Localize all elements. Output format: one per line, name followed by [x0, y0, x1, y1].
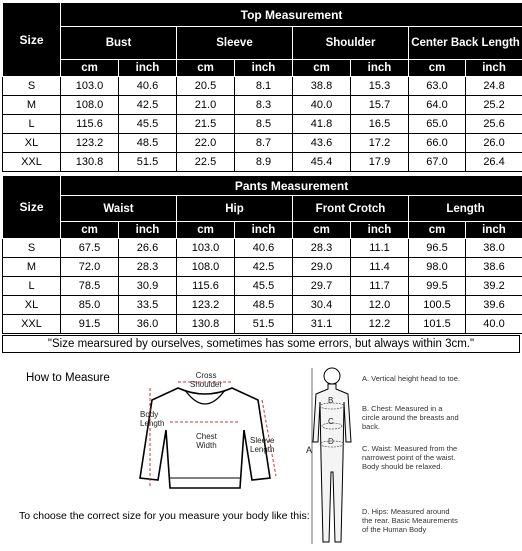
value-cell: 40.0 [293, 96, 351, 115]
value-cell: 16.5 [351, 115, 409, 134]
table-row [3, 96, 522, 115]
unit-header: cm [409, 60, 466, 77]
column-header: Center Back Length [409, 27, 522, 60]
size-cell: XXL [3, 153, 61, 172]
value-cell: 130.8 [177, 315, 235, 334]
unit-header: inch [351, 222, 409, 239]
value-cell: 36.0 [119, 315, 177, 334]
value-cell: 42.5 [235, 258, 293, 277]
value-cell: 17.2 [351, 134, 409, 153]
body-length-label: Body Length [140, 410, 165, 428]
value-cell: 25.6 [466, 115, 522, 134]
table-row [3, 258, 522, 277]
value-cell: 65.0 [409, 115, 466, 134]
value-cell: 45.5 [235, 277, 293, 296]
value-cell: 99.5 [409, 277, 466, 296]
value-cell: 40.0 [466, 315, 522, 334]
figure-letter-a: A [306, 445, 313, 455]
figure-letter-d: D [328, 437, 334, 446]
table-row [3, 153, 522, 172]
legend-item-d: D. Hips: Measured around the rear. Basic Meaurements of the Human Body [362, 507, 458, 534]
value-cell: 38.8 [293, 77, 351, 96]
table-title: Top Measurement [61, 3, 522, 27]
value-cell: 39.2 [466, 277, 522, 296]
unit-header: cm [177, 60, 235, 77]
table-row [3, 134, 522, 153]
value-cell: 66.0 [409, 134, 466, 153]
value-cell: 115.6 [177, 277, 235, 296]
column-header: Length [409, 196, 522, 222]
value-cell: 26.6 [119, 239, 177, 258]
value-cell: 22.0 [177, 134, 235, 153]
unit-header: inch [235, 222, 293, 239]
how-to-measure-title: How to Measure [26, 372, 110, 384]
legend-item-c: C. Waist: Measured from the narrowest point of the waist. Body should be relaxed. [362, 444, 458, 471]
value-cell: 22.5 [177, 153, 235, 172]
column-header: Shoulder [293, 27, 409, 60]
value-cell: 41.8 [293, 115, 351, 134]
value-cell: 64.0 [409, 96, 466, 115]
size-cell: S [3, 77, 61, 96]
value-cell: 115.6 [61, 115, 119, 134]
value-cell: 11.7 [351, 277, 409, 296]
value-cell: 45.4 [293, 153, 351, 172]
value-cell: 11.4 [351, 258, 409, 277]
value-cell: 26.4 [466, 153, 522, 172]
value-cell: 123.2 [61, 134, 119, 153]
figure-letter-b: B [328, 396, 334, 405]
value-cell: 123.2 [177, 296, 235, 315]
value-cell: 21.0 [177, 96, 235, 115]
size-header: Size [3, 3, 61, 77]
value-cell: 33.5 [119, 296, 177, 315]
value-cell: 101.5 [409, 315, 466, 334]
value-cell: 24.8 [466, 77, 522, 96]
size-cell: M [3, 96, 61, 115]
sleeve-length-label: Sleeve Length [250, 436, 275, 454]
value-cell: 51.5 [235, 315, 293, 334]
value-cell: 51.5 [119, 153, 177, 172]
value-cell: 29.7 [293, 277, 351, 296]
unit-header: cm [293, 60, 351, 77]
unit-header: cm [61, 222, 119, 239]
unit-header: inch [351, 60, 409, 77]
garment-diagram [0, 360, 300, 510]
value-cell: 63.0 [409, 77, 466, 96]
size-cell: L [3, 277, 61, 296]
size-cell: XXL [3, 315, 61, 334]
value-cell: 28.3 [293, 239, 351, 258]
value-cell: 108.0 [61, 96, 119, 115]
size-cell: XL [3, 134, 61, 153]
value-cell: 38.6 [466, 258, 522, 277]
column-header: Bust [61, 27, 177, 60]
unit-header: inch [119, 222, 177, 239]
table-row [3, 315, 522, 334]
table-row [3, 239, 522, 258]
value-cell: 103.0 [177, 239, 235, 258]
legend-item-a: A. Vertical height head to toe. [362, 374, 460, 383]
table-row [3, 277, 522, 296]
column-header: Front Crotch [293, 196, 409, 222]
unit-header: inch [466, 60, 522, 77]
value-cell: 30.4 [293, 296, 351, 315]
figure-letter-c: C [328, 417, 334, 426]
value-cell: 72.0 [61, 258, 119, 277]
value-cell: 98.0 [409, 258, 466, 277]
unit-header: inch [119, 60, 177, 77]
value-cell: 43.6 [293, 134, 351, 153]
unit-header: inch [235, 60, 293, 77]
value-cell: 8.9 [235, 153, 293, 172]
value-cell: 39.6 [466, 296, 522, 315]
value-cell: 25.2 [466, 96, 522, 115]
column-header: Hip [177, 196, 293, 222]
value-cell: 26.0 [466, 134, 522, 153]
value-cell: 45.5 [119, 115, 177, 134]
unit-header: cm [293, 222, 351, 239]
unit-header: inch [466, 222, 522, 239]
value-cell: 40.6 [119, 77, 177, 96]
table-row [3, 296, 522, 315]
size-cell: XL [3, 296, 61, 315]
value-cell: 8.3 [235, 96, 293, 115]
value-cell: 103.0 [61, 77, 119, 96]
choose-size-instruction: To choose the correct size for you measure your body like this: [19, 510, 310, 522]
table-row [3, 115, 522, 134]
size-cell: L [3, 115, 61, 134]
value-cell: 91.5 [61, 315, 119, 334]
size-cell: S [3, 239, 61, 258]
value-cell: 20.5 [177, 77, 235, 96]
value-cell: 48.5 [235, 296, 293, 315]
value-cell: 12.0 [351, 296, 409, 315]
value-cell: 67.0 [409, 153, 466, 172]
value-cell: 108.0 [177, 258, 235, 277]
value-cell: 40.6 [235, 239, 293, 258]
value-cell: 130.8 [61, 153, 119, 172]
value-cell: 67.5 [61, 239, 119, 258]
value-cell: 11.1 [351, 239, 409, 258]
value-cell: 8.5 [235, 115, 293, 134]
table-title: Pants Measurement [61, 176, 522, 196]
value-cell: 15.7 [351, 96, 409, 115]
size-cell: M [3, 258, 61, 277]
value-cell: 29.0 [293, 258, 351, 277]
unit-header: cm [61, 60, 119, 77]
value-cell: 8.1 [235, 77, 293, 96]
body-figure [300, 362, 360, 550]
value-cell: 17.9 [351, 153, 409, 172]
value-cell: 48.5 [119, 134, 177, 153]
value-cell: 28.3 [119, 258, 177, 277]
value-cell: 100.5 [409, 296, 466, 315]
value-cell: 96.5 [409, 239, 466, 258]
pants-measurement-table [2, 175, 522, 334]
value-cell: 8.7 [235, 134, 293, 153]
unit-header: cm [177, 222, 235, 239]
measurement-note: "Size mearsured by ourselves, sometimes has some errors, but always within 3cm." [2, 335, 520, 353]
unit-header: cm [409, 222, 466, 239]
top-measurement-table [2, 2, 522, 172]
chest-width-label: Chest Width [196, 432, 217, 450]
legend-item-b: B. Chest: Measured in a circle around the breasts and back. [362, 404, 459, 431]
cross-shoulder-label: Cross Shoulder [190, 371, 223, 389]
column-header: Sleeve [177, 27, 293, 60]
table-row [3, 77, 522, 96]
value-cell: 30.9 [119, 277, 177, 296]
value-cell: 38.0 [466, 239, 522, 258]
size-header: Size [3, 176, 61, 239]
value-cell: 42.5 [119, 96, 177, 115]
value-cell: 31.1 [293, 315, 351, 334]
value-cell: 12.2 [351, 315, 409, 334]
value-cell: 15.3 [351, 77, 409, 96]
value-cell: 85.0 [61, 296, 119, 315]
value-cell: 78.5 [61, 277, 119, 296]
value-cell: 21.5 [177, 115, 235, 134]
column-header: Waist [61, 196, 177, 222]
